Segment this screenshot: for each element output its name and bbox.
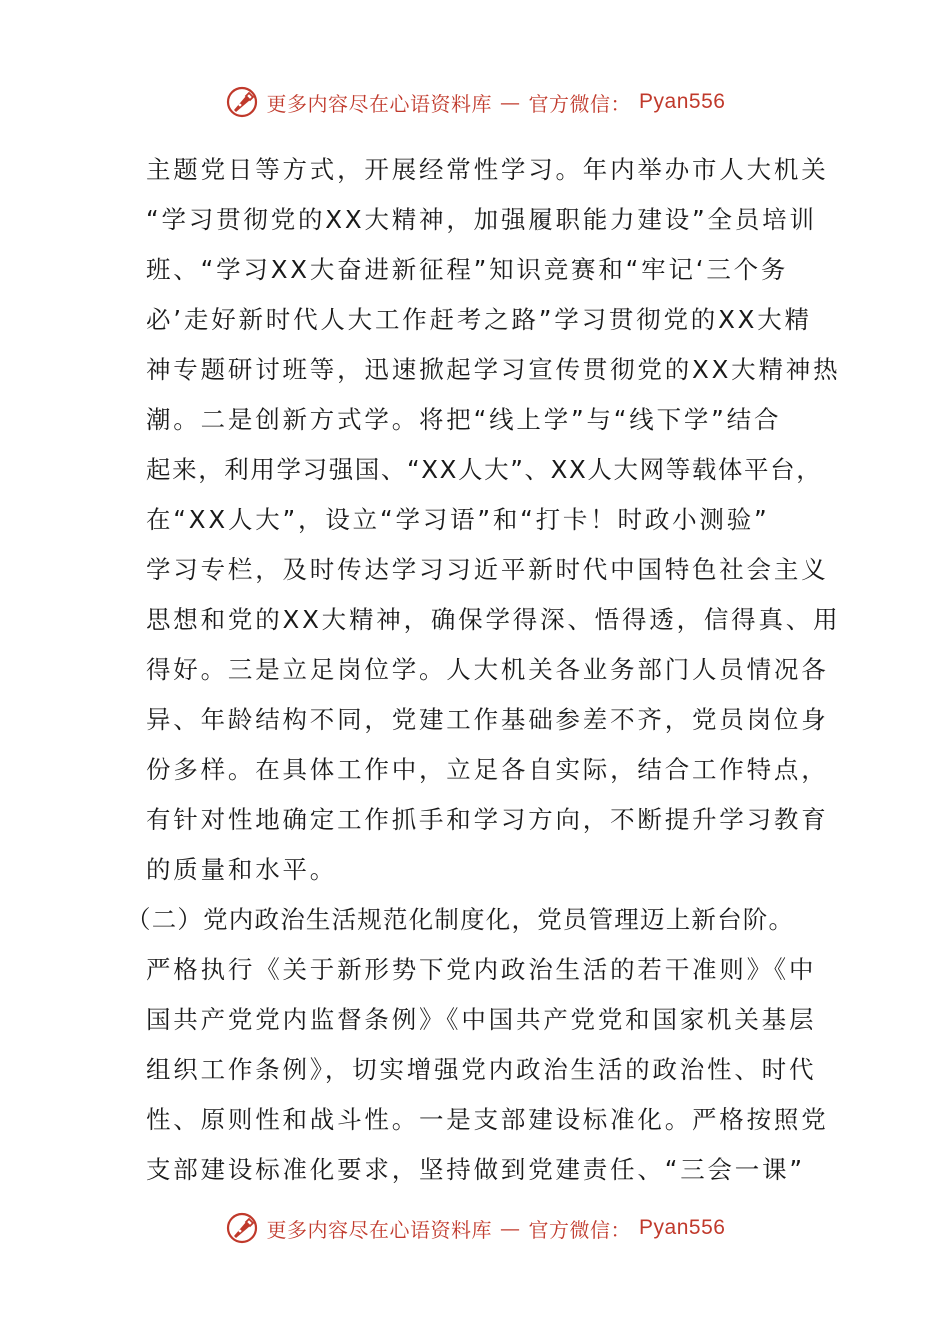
text-line: 异、年龄结构不同，党建工作基础参差不齐，党员岗位身 [146,705,829,734]
text-line: 在“XX人大”，设立“学习语”和“打卡！时政小测验” [146,505,770,534]
text-line: 支部建设标准化要求，坚持做到党建责任、“三会一课” [146,1155,805,1184]
document-body [126,145,841,1195]
text-line: 起来，利用学习强国、“XX人大”、XX人大网等载体平台， [146,455,823,484]
watermark-brand-text: 更多内容尽在心语资料库 [266,1217,493,1242]
text-line: 班、“学习XX大奋进新征程”知识竞赛和“牢记‘三个务 [146,255,789,284]
text-line: 得好。三是立足岗位学。人大机关各业务部门人员情况各 [146,655,829,684]
watermark-separator: — [500,90,521,114]
header-watermark [0,82,950,122]
text-line: 有针对性地确定工作抓手和学习方向，不断提升学习教育 [146,805,829,834]
section-heading: （二）党内政治生活规范化制度化，党员管理迈上新台阶。 [126,905,795,934]
text-line: 主题党日等方式，开展经常性学习。年内举办市人大机关 [146,155,829,184]
watermark-wechat-label: 官方微信： [528,1217,632,1242]
text-line: 的质量和水平。 [146,855,338,884]
footer-watermark [0,1208,950,1248]
text-line: “学习贯彻党的XX大精神，加强履职能力建设”全员培训 [146,205,817,234]
text-line: 严格执行《关于新形势下党内政治生活的若干准则》《中 [146,955,817,984]
watermark-wechat-id: Pyan556 [639,1216,726,1239]
text-line: 神专题研讨班等，迅速掀起学习宣传贯彻党的XX大精神热 [146,355,841,384]
text-line: 思想和党的XX大精神，确保学得深、悟得透，信得真、用 [146,605,841,634]
watermark-separator: — [500,1216,521,1240]
text-line: 份多样。在具体工作中，立足各自实际，结合工作特点， [146,755,829,784]
watermark-wechat-id: Pyan556 [639,90,726,113]
text-line: 学习专栏，及时传达学习习近平新时代中国特色社会主义 [146,555,829,584]
watermark-brand-text: 更多内容尽在心语资料库 [266,91,493,116]
text-line: 国共产党党内监督条例》《中国共产党党和国家机关基层 [146,1005,817,1034]
watermark-wechat-label: 官方微信： [528,91,632,116]
text-line: 必’走好新时代人大工作赶考之路”学习贯彻党的XX大精 [146,305,812,334]
pen-nib-logo-icon [225,85,259,119]
text-line: 潮。二是创新方式学。将把“线上学”与“线下学”结合 [146,405,782,434]
pen-nib-logo-icon [225,1211,259,1245]
text-line: 组织工作条例》，切实增强党内政治生活的政治性、时代 [146,1055,817,1084]
text-line: 性、原则性和战斗性。一是支部建设标准化。严格按照党 [146,1105,829,1134]
